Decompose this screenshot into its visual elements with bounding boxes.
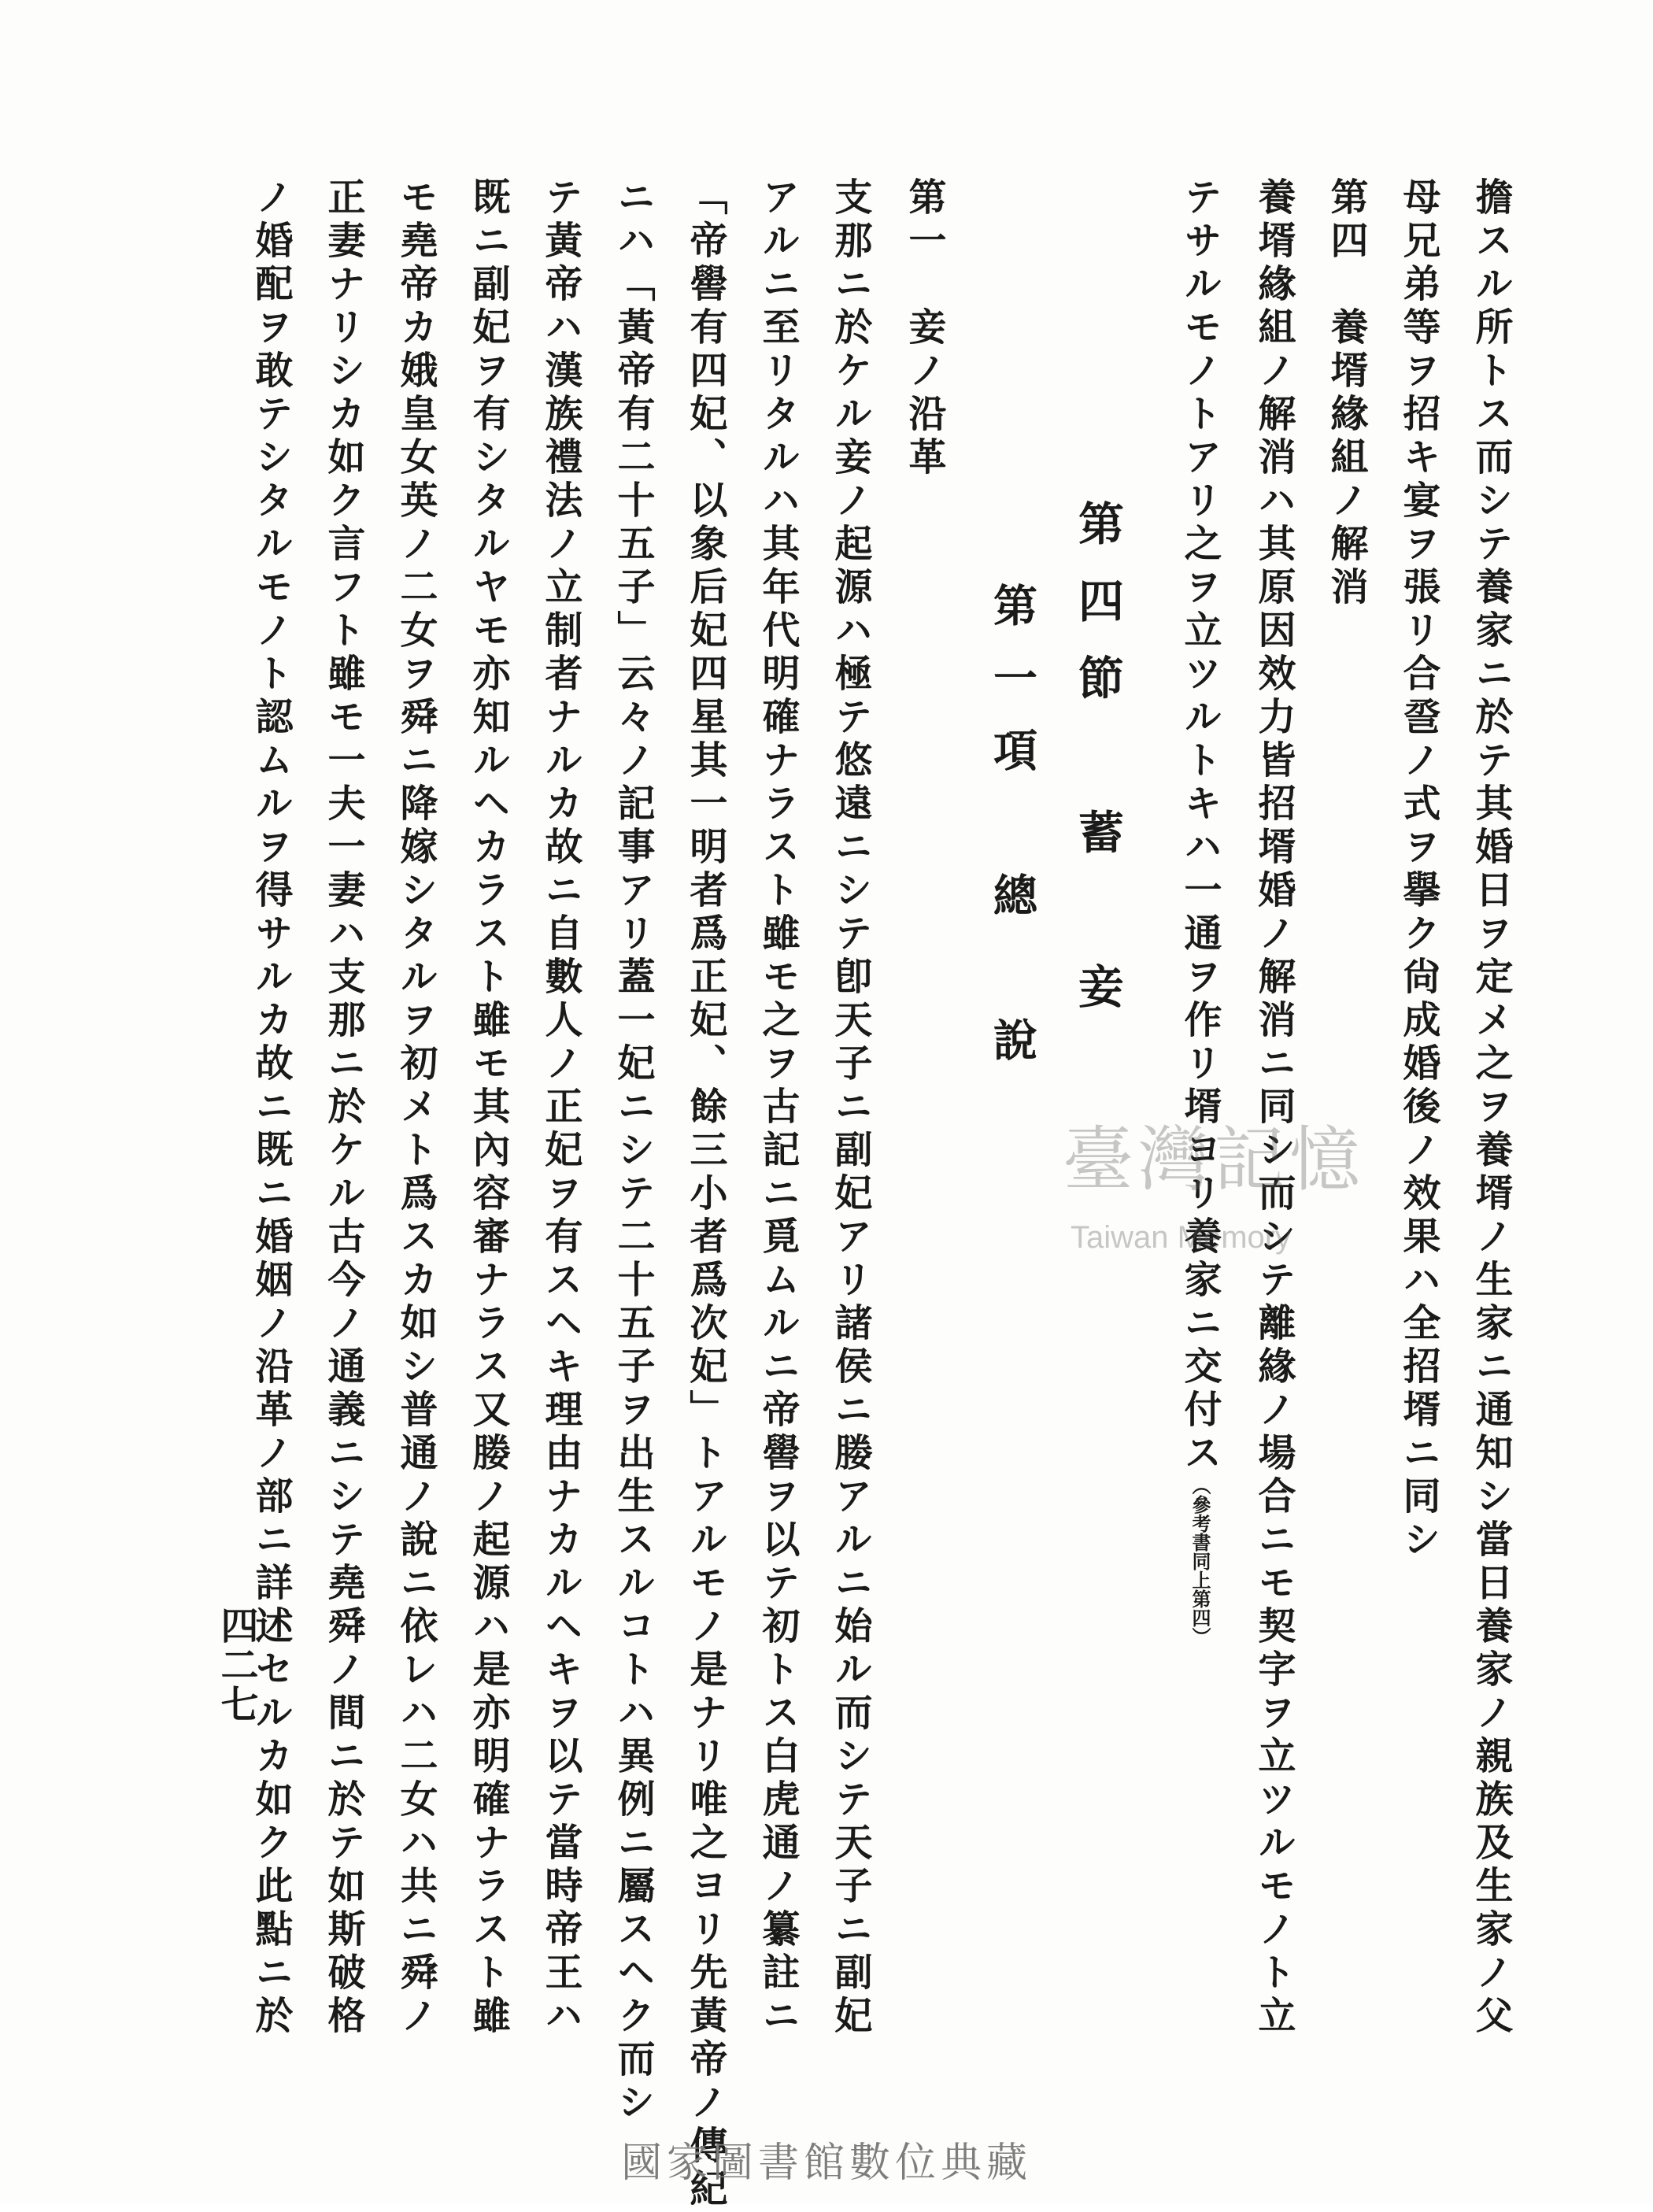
subsection-heading-4: 第四 養壻緣組ノ解消 <box>1324 177 1368 610</box>
page-number: 四二七 <box>214 1606 258 1724</box>
text-column-16: 正妻ナリシカ如ク言フト雖モ一夫一妻ハ支那ニ於ケル古今ノ通義ニシテ堯舜ノ間ニ於テ如斯破格 <box>321 177 365 2039</box>
text-column-5 <box>1178 177 1222 1646</box>
text-column-12: ニハ「黃帝有二十五子」云々ノ記事アリ蓋一妃ニシテ二十五子ヲ出生スルコトハ異例ニ屬スヘク而シ <box>611 177 655 2125</box>
item-heading: 第一項 總 說 <box>986 583 1038 1089</box>
watermark-english: Taiwan Memory <box>1071 1220 1292 1255</box>
text-column-9: 支那ニ於ケル妾ノ起源ハ極テ悠遠ニシテ卽天子ニ副妃アリ諸侯ニ媵アルニ始ル而シテ天子ニ副妃 <box>828 177 872 2039</box>
text-column-10: アルニ至リタルハ其年代明確ナラスト雖モ之ヲ古記ニ覓ムルニ帝嚳ヲ以テ初トス白虎通ノ纂註ニ <box>756 177 800 2039</box>
text-column-11: 「帝嚳有四妃、以象后妃四星其一明者爲正妃、餘三小者爲次妃」トアルモノ是ナリ唯之ヨリ先黃帝ノ傳紀 <box>683 177 727 2212</box>
topic-heading: 第一 妾ノ沿革 <box>902 177 946 480</box>
footer-credit: 國家圖書館數位典藏 <box>620 2140 1032 2187</box>
text-column-4: 養壻緣組ノ解消ハ其原因效力皆招壻婚ノ解消ニ同シ而シテ離緣ノ場合ニモ契字ヲ立ツルモノト立 <box>1252 177 1296 2039</box>
text-column-14: 既ニ副妃ヲ有シタルヤモ亦知ルヘカラスト雖モ其內容審ナラス又媵ノ起源ハ是亦明確ナラスト雖 <box>466 177 510 2039</box>
text-column-1: 擔スル所トス而シテ養家ニ於テ其婚日ヲ定メ之ヲ養壻ノ生家ニ通知シ當日養家ノ親族及生家ノ父 <box>1469 177 1513 2039</box>
text-column-2: 母兄弟等ヲ招キ宴ヲ張リ合巹ノ式ヲ擧ク尙成婚後ノ效果ハ全招壻ニ同シ <box>1396 177 1440 1563</box>
watermark-chinese: 臺灣記憶 <box>1063 1119 1365 1201</box>
text-column-15: モ堯帝カ娥皇女英ノ二女ヲ舜ニ降嫁シタルヲ初メト爲スカ如シ普通ノ說ニ依レハ二女ハ共ニ舜ノ <box>394 177 438 2039</box>
reference-note: （參考書同上第四） <box>1189 1476 1211 1646</box>
watermark-logo <box>1063 1102 1365 1275</box>
text-column-5-body: テサルモノトアリ之ヲ立ツルトキハ一通ヲ作リ壻ヨリ養家ニ交付ス <box>1178 177 1222 1476</box>
text-column-17: ノ婚配ヲ敢テシタルモノト認ムルヲ得サルカ故ニ既ニ婚姻ノ沿革ノ部ニ詳述セルカ如ク此點ニ於 <box>249 177 293 2039</box>
text-column-13: テ黃帝ハ漢族禮法ノ立制者ナルカ故ニ自數人ノ正妃ヲ有スヘキ理由ナカルヘキヲ以テ當時帝王ハ <box>538 177 582 2039</box>
section-heading: 第四節 蓄 妾 <box>1071 500 1124 1040</box>
